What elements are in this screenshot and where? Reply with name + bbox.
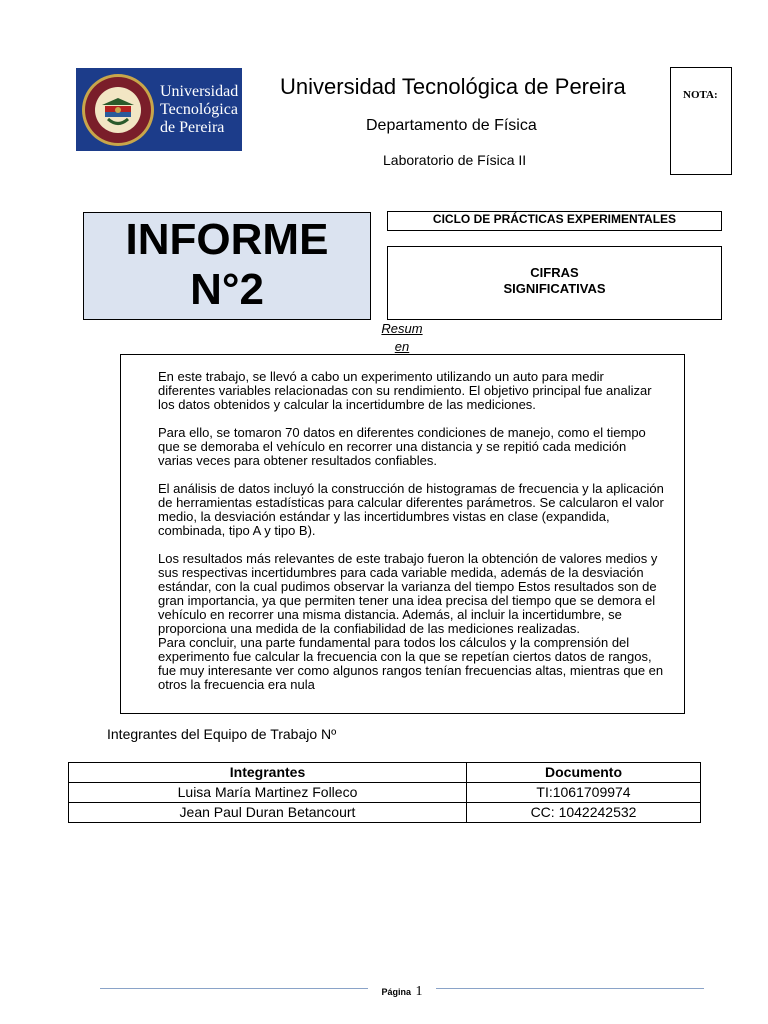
column-header: Integrantes — [69, 763, 467, 783]
member-name: Jean Paul Duran Betancourt — [69, 803, 467, 823]
topic-box — [387, 246, 722, 320]
department-name: Departamento de Física — [366, 117, 537, 134]
university-logo — [76, 68, 242, 151]
table-row — [69, 803, 701, 823]
page-number: 1 — [415, 984, 423, 999]
summary-paragraph: Para ello, se tomaron 70 datos en diferentes condiciones de manejo, como el tiempo que se demoraba el vehículo en recorrer una distancia y se repitió cada medición varias veces para obtener resultados confiables. — [158, 425, 646, 468]
cycle-box — [387, 211, 722, 231]
grade-label: NOTA: — [683, 89, 718, 101]
column-header: Documento — [467, 763, 701, 783]
topic-line: CIFRAS — [530, 265, 579, 280]
summary-box — [120, 354, 685, 714]
summary-paragraph: El análisis de datos incluyó la construcción de histogramas de frecuencia y la aplicación de herramientas estadísticas para calcular diferentes parámetros. Se calcularon el valor medio, la desviación estándar y las incertidumbres vistas en clase (expandida, combinada, tipo A y tipo B). — [158, 481, 664, 538]
team-title: Integrantes del Equipo de Trabajo Nº — [107, 726, 337, 742]
logo-line: Universidad — [160, 82, 239, 100]
member-document: CC: 1042242532 — [467, 803, 701, 823]
table-header-row — [69, 763, 701, 783]
report-title-box — [83, 212, 371, 320]
member-name: Luisa María Martinez Folleco — [69, 783, 467, 803]
summary-heading — [372, 320, 432, 356]
summary-paragraph: En este trabajo, se llevó a cabo un experimento utilizando un auto para medir diferentes variables relacionadas con su rendimiento. El objetivo principal fue analizar los datos obtenidos y calcular la incertidumbre de las mediciones. — [158, 369, 652, 412]
logo-line: de Pereira — [160, 118, 225, 136]
page-label: Página — [381, 987, 412, 997]
summary-paragraph: Los resultados más relevantes de este trabajo fueron la obtención de valores medios y sus respectivas incertidumbres para cada variable medida, además de la desviación estándar, con la cual pudimos observar la varianza del tiempo Estos resultados son de gran importancia, ya que permiten tener una idea precisa del tiempo que se demora el vehículo en recorrer una misma distancia. Además, al incluir la incertidumbre, se proporciona una medida de la confiabilidad de las mediciones realizadas. — [158, 551, 658, 636]
report-title: INFORME — [125, 215, 329, 264]
footer-rule-right — [436, 988, 704, 989]
topic-line: SIGNIFICATIVAS — [503, 281, 606, 296]
table-row — [69, 783, 701, 803]
page-footer — [368, 982, 436, 1000]
footer-rule-left — [100, 988, 368, 989]
lab-name: Laboratorio de Física II — [383, 152, 527, 168]
summary-heading-line: en — [394, 339, 410, 354]
report-number: N°2 — [190, 265, 264, 314]
university-name: Universidad Tecnológica de Pereira — [280, 74, 626, 99]
cycle-label: CICLO DE PRÁCTICAS EXPERIMENTALES — [432, 212, 677, 226]
member-document: TI:1061709974 — [467, 783, 701, 803]
summary-heading-line: Resum — [381, 321, 423, 336]
grade-box — [670, 67, 732, 175]
logo-line: Tecnológica — [160, 100, 238, 118]
members-table — [68, 762, 701, 823]
summary-paragraph: Para concluir, una parte fundamental para todos los cálculos y la comprensión del experimento fue calcular la frecuencia con la que se repetían ciertos datos de rangos, fue muy interesante ver como algunos rangos tenían frecuencias altas, mientras que en otros la frecuencia era nula — [158, 635, 664, 692]
university-seal-icon — [80, 72, 156, 148]
